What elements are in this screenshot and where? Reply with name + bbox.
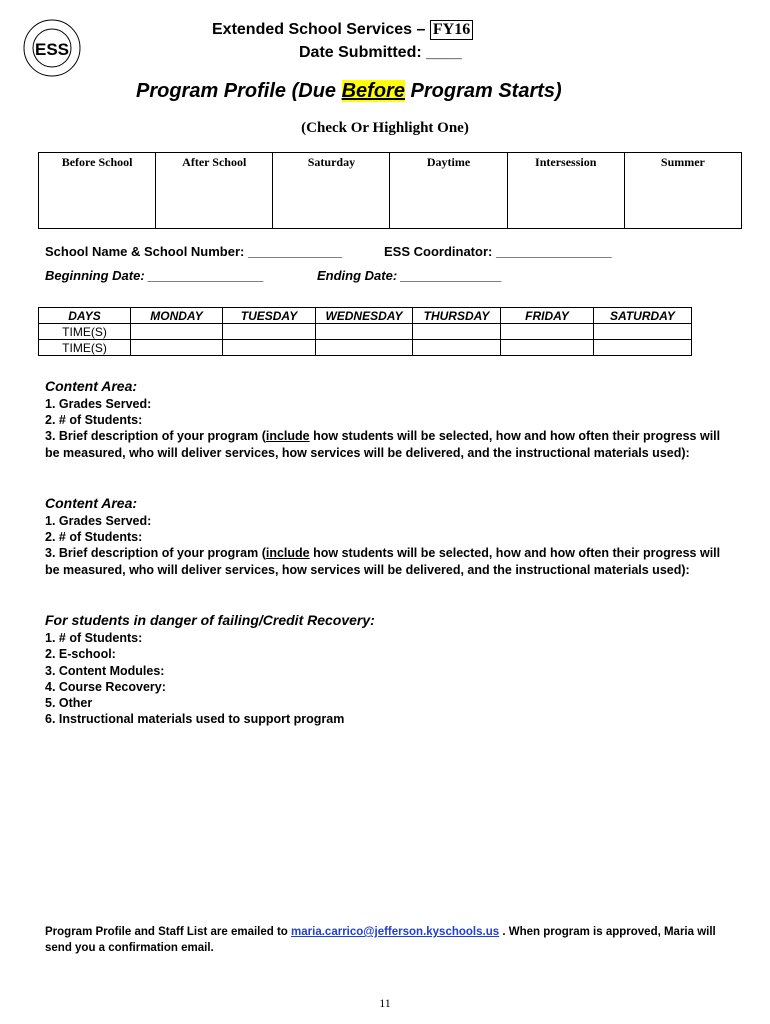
thursday-header: THURSDAY — [413, 308, 501, 324]
email-link[interactable]: maria.carrico@jefferson.kyschools.us — [291, 926, 500, 938]
time-cell[interactable] — [413, 324, 501, 340]
fiscal-year-box: FY16 — [430, 20, 473, 40]
time-cell[interactable] — [316, 340, 413, 356]
page-number: 11 — [379, 996, 391, 1010]
cr-course-recovery: 4. Course Recovery: — [45, 680, 166, 694]
cr-e-school: 2. E-school: — [45, 647, 116, 661]
footer-note — [45, 924, 745, 956]
days-table — [38, 307, 692, 356]
header-title — [212, 20, 473, 40]
cr-other: 5. Other — [45, 696, 93, 710]
times-row-label: TIME(S) — [39, 340, 131, 356]
option-daytime[interactable]: Daytime — [390, 153, 507, 229]
friday-header: FRIDAY — [501, 308, 594, 324]
days-header: DAYS — [39, 308, 131, 324]
description-text: 3. Brief description of your program ( — [45, 429, 266, 443]
schedule-options-table — [38, 152, 742, 229]
school-name-field[interactable]: School Name & School Number: _____________ — [45, 244, 342, 259]
num-students-1: 2. # of Students: — [45, 413, 143, 427]
header-title-text: Extended School Services – — [212, 21, 430, 38]
option-saturday[interactable]: Saturday — [273, 153, 390, 229]
wednesday-header: WEDNESDAY — [316, 308, 413, 324]
time-cell[interactable] — [501, 340, 594, 356]
ending-date-field[interactable]: Ending Date: ______________ — [317, 268, 502, 283]
option-after-school[interactable]: After School — [156, 153, 273, 229]
cr-instructional-materials: 6. Instructional materials used to support program — [45, 712, 345, 726]
time-cell[interactable] — [131, 340, 223, 356]
description-text: 3. Brief description of your program ( — [45, 546, 266, 560]
ess-coordinator-field[interactable]: ESS Coordinator: ________________ — [384, 244, 612, 259]
time-cell[interactable] — [223, 324, 316, 340]
option-before-school[interactable]: Before School — [39, 153, 156, 229]
time-cell[interactable] — [131, 324, 223, 340]
logo-initials: ESS — [34, 40, 70, 59]
option-summer[interactable]: Summer — [624, 153, 741, 229]
option-intersession[interactable]: Intersession — [507, 153, 624, 229]
ess-logo — [22, 18, 82, 78]
saturday-header: SATURDAY — [594, 308, 692, 324]
footer-text-b: . When program is approved, Maria will send you a confirmation email. — [45, 926, 716, 954]
include-underlined: include — [265, 546, 310, 560]
grades-served-1: 1. Grades Served: — [45, 397, 152, 411]
time-cell[interactable] — [413, 340, 501, 356]
time-cell[interactable] — [316, 324, 413, 340]
form-title-part2: Program Starts) — [404, 80, 562, 102]
num-students-2: 2. # of Students: — [45, 530, 143, 544]
tuesday-header: TUESDAY — [223, 308, 316, 324]
description-text: how students will be selected, how and how often their progress will be measured, who will deliver services, how services will be delivered, and the instructional materials used): — [45, 429, 721, 460]
footer-text-a: Program Profile and Staff List are emailed to — [45, 926, 292, 938]
include-underlined: include — [265, 429, 310, 443]
form-title-highlight: Before — [341, 80, 405, 102]
program-description-1 — [45, 428, 735, 461]
time-cell[interactable] — [223, 340, 316, 356]
times-row-label: TIME(S) — [39, 324, 131, 340]
content-area-heading-1: Content Area: — [45, 378, 138, 394]
form-title — [136, 80, 562, 103]
time-cell[interactable] — [594, 324, 692, 340]
description-text: how students will be selected, how and how often their progress will be measured, who will deliver services, how services will be delivered, and the instructional materials used): — [45, 546, 721, 577]
time-cell[interactable] — [501, 324, 594, 340]
grades-served-2: 1. Grades Served: — [45, 514, 152, 528]
cr-num-students: 1. # of Students: — [45, 631, 143, 645]
program-description-2 — [45, 545, 735, 578]
beginning-date-field[interactable]: Beginning Date: ________________ — [45, 268, 264, 283]
form-title-part1: Program Profile (Due — [136, 80, 342, 102]
content-area-heading-2: Content Area: — [45, 495, 138, 511]
time-cell[interactable] — [594, 340, 692, 356]
date-submitted: Date Submitted: ____ — [299, 44, 462, 61]
monday-header: MONDAY — [131, 308, 223, 324]
credit-recovery-heading: For students in danger of failing/Credit Recovery: — [45, 612, 375, 628]
cr-content-modules: 3. Content Modules: — [45, 664, 165, 678]
instruction-text: (Check Or Highlight One) — [301, 120, 469, 136]
